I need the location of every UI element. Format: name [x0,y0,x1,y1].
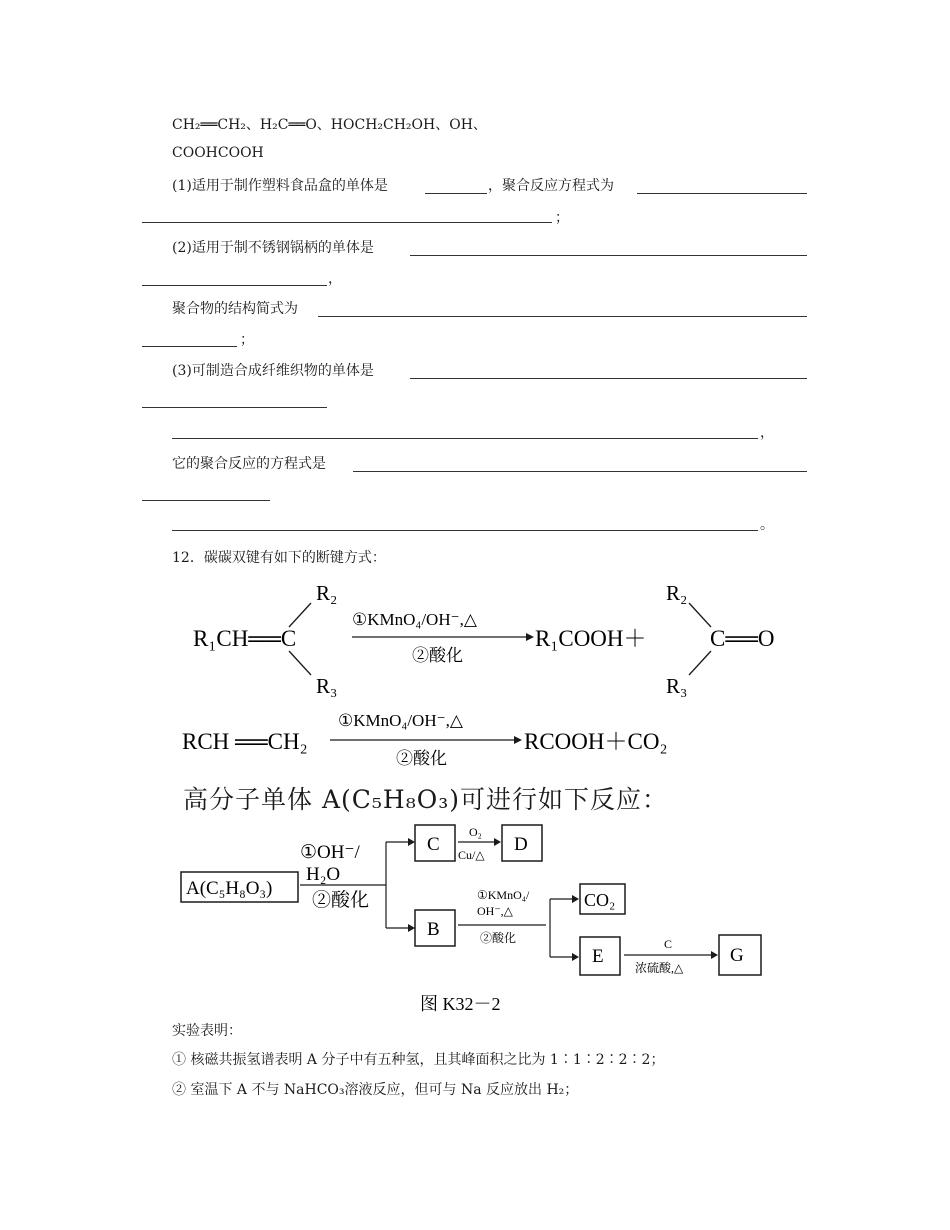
bond-r3-left [289,651,311,675]
a-condition-mid: H₂O [306,864,341,885]
label-r2-left: R₂ [316,581,338,605]
q3-prompt: (3)可制造合成纤维织物的单体是 [172,363,374,379]
bond-r2-right [689,603,711,627]
arrow-to-e-head [572,953,579,961]
q2-end-mark: ； [240,332,254,348]
bond-r2-left [289,603,311,627]
box-e-label: E [592,946,604,967]
arrow-to-b-head [408,924,415,932]
product-r1cooh: R₁COOH＋ [535,626,647,651]
q2-polymer-prompt: 聚合物的结构简式为 [172,301,298,317]
box-d-label: D [514,834,528,855]
q2-prompt: (2)适用于制不锈钢锅柄的单体是 [172,240,374,256]
arrow-c-to-d-head [494,838,501,846]
reactant-r1ch-c: R₁CH══C [193,626,297,651]
q3-comma: ， [760,425,774,441]
figure-caption: 图 K32－2 [420,994,501,1014]
arrow-e-to-g-head [711,951,718,959]
eg-condition-top: C [664,937,673,951]
monomer-list-line1: CH₂══CH₂、H₂C══O、HOCH₂CH₂OH、OH、 [172,117,487,133]
a-condition-bottom: ②酸化 [312,890,370,911]
b-condition-bottom: ②酸化 [480,931,517,945]
condition-1-bottom: ②酸化 [412,646,463,665]
label-r2-right: R₂ [666,581,688,605]
q2-comma: ， [328,271,342,287]
monomer-a-title: 高分子单体 A(C₅H₈O₃)可进行如下反应： [183,785,669,814]
q3-end-mark: 。 [760,517,774,533]
condition-1-top: ①KMnO₄/OH⁻,△ [352,610,477,629]
q12-intro: 12．碳碳双键有如下的断键方式： [172,550,386,566]
q1-end-mark: ； [555,210,569,226]
label-r3-right: R₃ [666,674,688,698]
reaction-2-arrowhead [514,736,522,744]
box-co2-label: CO₂ [584,890,616,910]
reaction-2-reactant: RCH ══CH₂ [182,729,308,754]
product-ketone: C══O [710,626,775,651]
reaction-1-arrowhead [526,633,534,641]
box-g-label: G [730,945,744,966]
condition-2-top: ①KMnO₄/OH⁻,△ [338,711,463,730]
condition-2-bottom: ②酸化 [396,749,447,768]
q1-prompt: (1)适用于制作塑料食品盒的单体是 [172,178,388,194]
experiment-item-1: ① 核磁共振氢谱表明 A 分子中有五种氢，且其峰面积之比为 1∶1∶2∶2∶2； [172,1052,665,1068]
a-condition-top: ①OH⁻/ [300,842,360,863]
q1-mid-text: ，聚合反应方程式为 [488,178,614,194]
monomer-list-line2: COOHCOOH [172,145,264,161]
box-b-label: B [427,919,440,940]
cd-condition-bottom: Cu/△ [458,848,485,862]
experiment-heading: 实验表明： [172,1023,242,1039]
arrow-to-c-head [408,838,415,846]
b-condition-top2: OH⁻,△ [477,904,513,918]
eg-condition-bottom: 浓硫酸,△ [635,961,684,975]
box-c-label: C [427,834,440,855]
label-r3-left: R₃ [316,674,338,698]
arrow-to-co2-head [572,895,579,903]
cd-condition-top: O₂ [469,825,482,839]
b-condition-top1: ①KMnO₄/ [477,888,530,902]
box-a-label: A(C₅H₈O₃) [186,878,273,899]
experiment-item-2: ② 室温下 A 不与 NaHCO₃溶液反应，但可与 Na 反应放出 H₂； [172,1082,579,1098]
bond-r3-right [689,651,711,675]
reaction-2-products: RCOOH＋CO₂ [524,729,668,754]
q3-equation-prompt: 它的聚合反应的方程式是 [172,456,326,472]
